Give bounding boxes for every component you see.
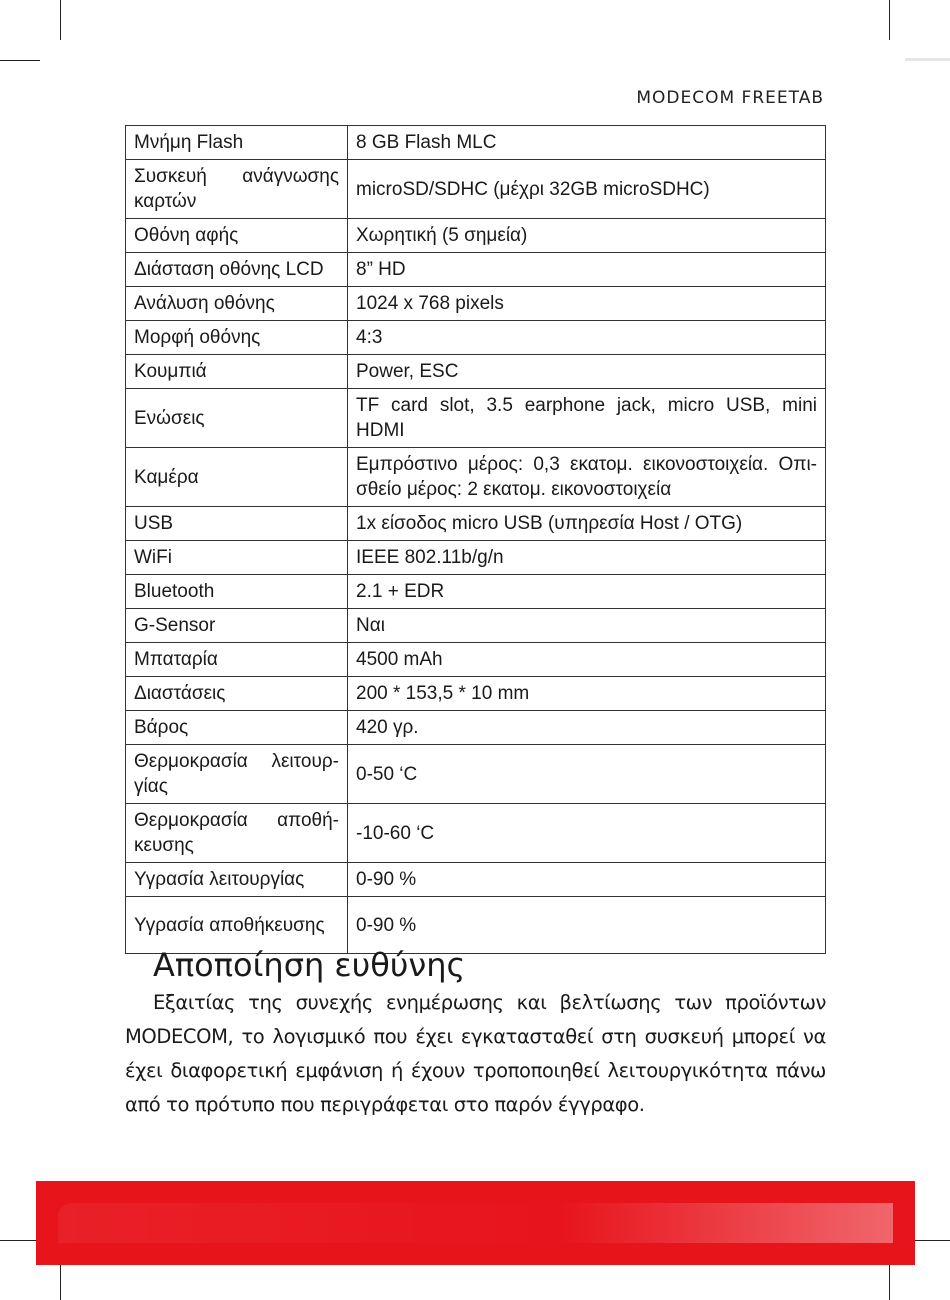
crop-mark-bottom-right-h (912, 1240, 950, 1241)
spec-value: Power, ESC (348, 355, 826, 389)
spec-label: Διάσταση οθόνης LCD (126, 253, 348, 287)
spec-row (126, 897, 826, 954)
spec-value: IEEE 802.11b/g/n (348, 541, 826, 575)
footer-bar (36, 1181, 915, 1265)
spec-label: Μορφή οθόνης (126, 321, 348, 355)
spec-row (126, 507, 826, 541)
spec-row (126, 541, 826, 575)
spec-label: Μπαταρία (126, 643, 348, 677)
spec-label: WiFi (126, 541, 348, 575)
spec-row (126, 160, 826, 219)
spec-row (126, 643, 826, 677)
spec-label: Θερμοκρασία αποθή-κευσης (126, 804, 348, 863)
crop-mark-top-left-h (0, 60, 40, 61)
spec-label: Υγρασία αποθήκευσης (126, 897, 348, 954)
crop-mark-bottom-left-v (60, 1262, 61, 1300)
spec-label: Υγρασία λειτουργίας (126, 863, 348, 897)
crop-mark-top-right-v (889, 0, 890, 40)
spec-value: 4500 mAh (348, 643, 826, 677)
spec-row (126, 448, 826, 507)
spec-label: Οθόνη αφής (126, 219, 348, 253)
spec-value: 1x είσοδος micro USB (υπηρεσία Host / OTG) (348, 507, 826, 541)
spec-value: 8 GB Flash MLC (348, 126, 826, 160)
spec-label: Διαστάσεις (126, 677, 348, 711)
spec-value: TF card slot, 3.5 earphone jack, micro USB, mini HDMI (348, 389, 826, 448)
spec-label: Μνήμη Flash (126, 126, 348, 160)
disclaimer-text: Εξαιτίας της συνεχής ενημέρωσης και βελτίωσης των προϊόντων MODECOM, το λογισμικό που έχει εγκατασταθεί στη συσκευή μπορεί να έχει διαφορετική εμφάνιση ή έχουν τροποποιηθεί λειτουργικότητα πάνω από το πρότυπο που περιγράφεται στο παρόν έγγραφο. (125, 991, 826, 1116)
spec-row (126, 321, 826, 355)
spec-row (126, 609, 826, 643)
spec-value: microSD/SDHC (μέχρι 32GB microSDHC) (348, 160, 826, 219)
spec-table-body (126, 126, 826, 954)
spec-row (126, 219, 826, 253)
spec-value: 2.1 + EDR (348, 575, 826, 609)
spec-row (126, 677, 826, 711)
disclaimer-title: Αποποίηση ευθύνης (153, 946, 466, 984)
spec-value: -10-60 ‘C (348, 804, 826, 863)
crop-mark-bottom-left-h (0, 1240, 40, 1241)
spec-value: Χωρητική (5 σημεία) (348, 219, 826, 253)
spec-label: USB (126, 507, 348, 541)
spec-value: 200 * 153,5 * 10 mm (348, 677, 826, 711)
spec-label: Καμέρα (126, 448, 348, 507)
footer-bar-sheen (58, 1203, 893, 1243)
spec-value: Εμπρόστινο μέρος: 0,3 εκατομ. εικονοστοιχεία. Οπι-σθείο μέρος: 2 εκατομ. εικονοστοιχεία (348, 448, 826, 507)
spec-label: G-Sensor (126, 609, 348, 643)
spec-value: 0-90 % (348, 897, 826, 954)
spec-row (126, 804, 826, 863)
spec-value: 1024 x 768 pixels (348, 287, 826, 321)
spec-value: 4:3 (348, 321, 826, 355)
spec-label: Κουμπιά (126, 355, 348, 389)
spec-value: 8” HD (348, 253, 826, 287)
spec-row (126, 863, 826, 897)
spec-value: 420 γρ. (348, 711, 826, 745)
page-header-brand: MODECOM FREETAB (636, 88, 824, 108)
spec-label: Ενώσεις (126, 389, 348, 448)
spec-value: Ναι (348, 609, 826, 643)
spec-row (126, 126, 826, 160)
crop-mark-bottom-right-v (889, 1262, 890, 1300)
spec-label: Ανάλυση οθόνης (126, 287, 348, 321)
spec-label: Θερμοκρασία λειτουρ-γίας (126, 745, 348, 804)
decorative-line (905, 58, 950, 61)
spec-row (126, 745, 826, 804)
spec-value: 0-90 % (348, 863, 826, 897)
spec-label: Bluetooth (126, 575, 348, 609)
spec-row (126, 287, 826, 321)
spec-row (126, 355, 826, 389)
spec-label: Συσκευή ανάγνωσης καρτών (126, 160, 348, 219)
spec-row (126, 575, 826, 609)
spec-row (126, 711, 826, 745)
crop-mark-top-left-v (60, 0, 61, 40)
spec-label: Βάρος (126, 711, 348, 745)
spec-table (125, 125, 826, 954)
spec-row (126, 389, 826, 448)
spec-row (126, 253, 826, 287)
spec-value: 0-50 ‘C (348, 745, 826, 804)
